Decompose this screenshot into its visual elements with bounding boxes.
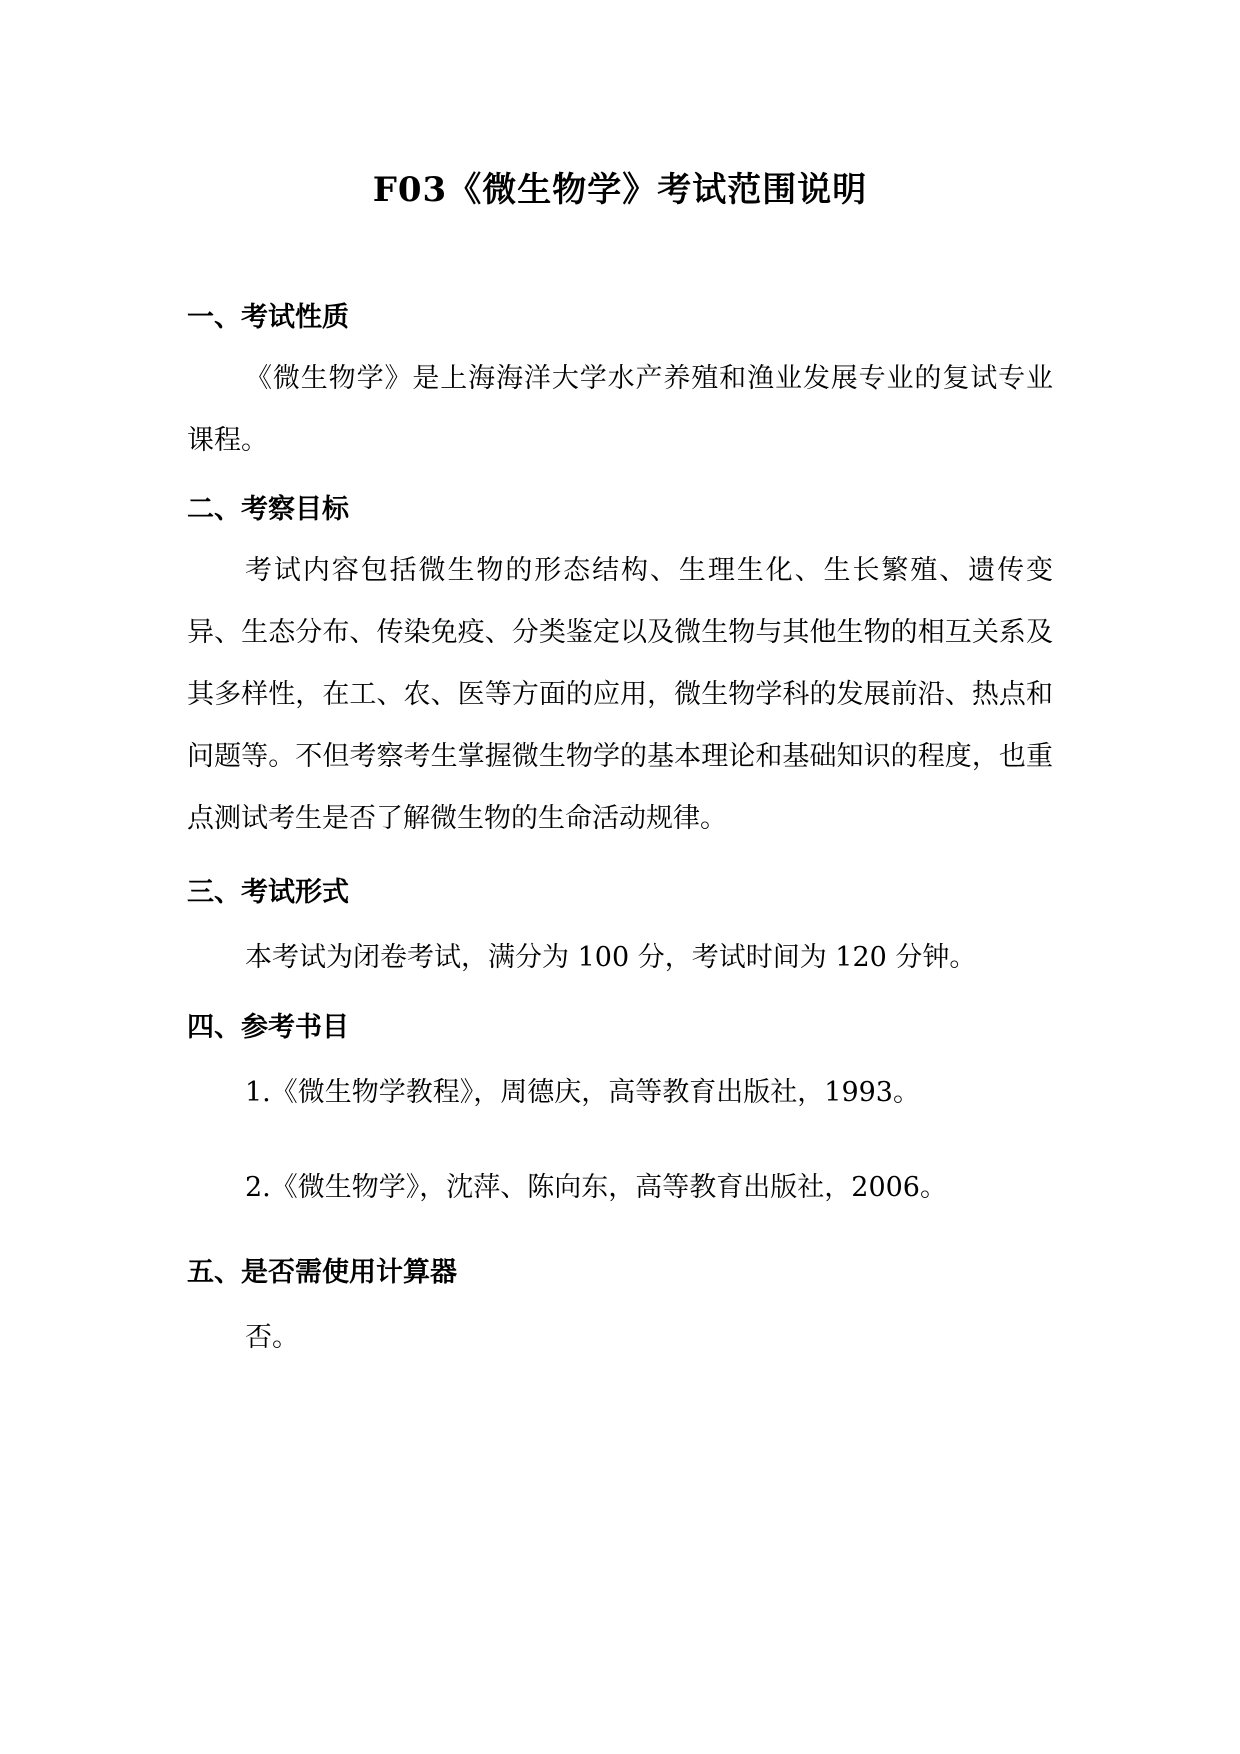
section-heading-format: 三、考试形式 [187, 877, 349, 908]
section-body-nature: 《微生物学》是上海海洋大学水产养殖和渔业发展专业的复试专业课程。 [187, 363, 1053, 456]
section-heading-calculator: 五、是否需使用计算器 [187, 1257, 457, 1288]
section-heading-objectives: 二、考察目标 [187, 494, 349, 525]
section-heading-nature: 一、考试性质 [187, 302, 349, 333]
section-heading-references: 四、参考书目 [187, 1012, 349, 1043]
section-body-format: 本考试为闭卷考试，满分为 100 分，考试时间为 120 分钟。 [245, 942, 977, 973]
reference-item: 1.《微生物学教程》，周德庆，高等教育出版社，1993。 [245, 1077, 920, 1108]
section-body-calculator: 否。 [245, 1322, 299, 1353]
section-body-objectives: 考试内容包括微生物的形态结构、生理生化、生长繁殖、遗传变异、生态分布、传染免疫、分类鉴定以及微生物与其他生物的相互关系及其多样性，在工、农、医等方面的应用，微生物学科的发展前沿、热点和问题等。不但考察考生掌握微生物学的基本理论和基础知识的程度，也重点测试考生是否了解微生物的生命活动规律。 [187, 555, 1053, 834]
document-title: F03《微生物学》考试范围说明 [372, 170, 868, 210]
reference-item: 2.《微生物学》，沈萍、陈向东，高等教育出版社，2006。 [245, 1172, 947, 1203]
